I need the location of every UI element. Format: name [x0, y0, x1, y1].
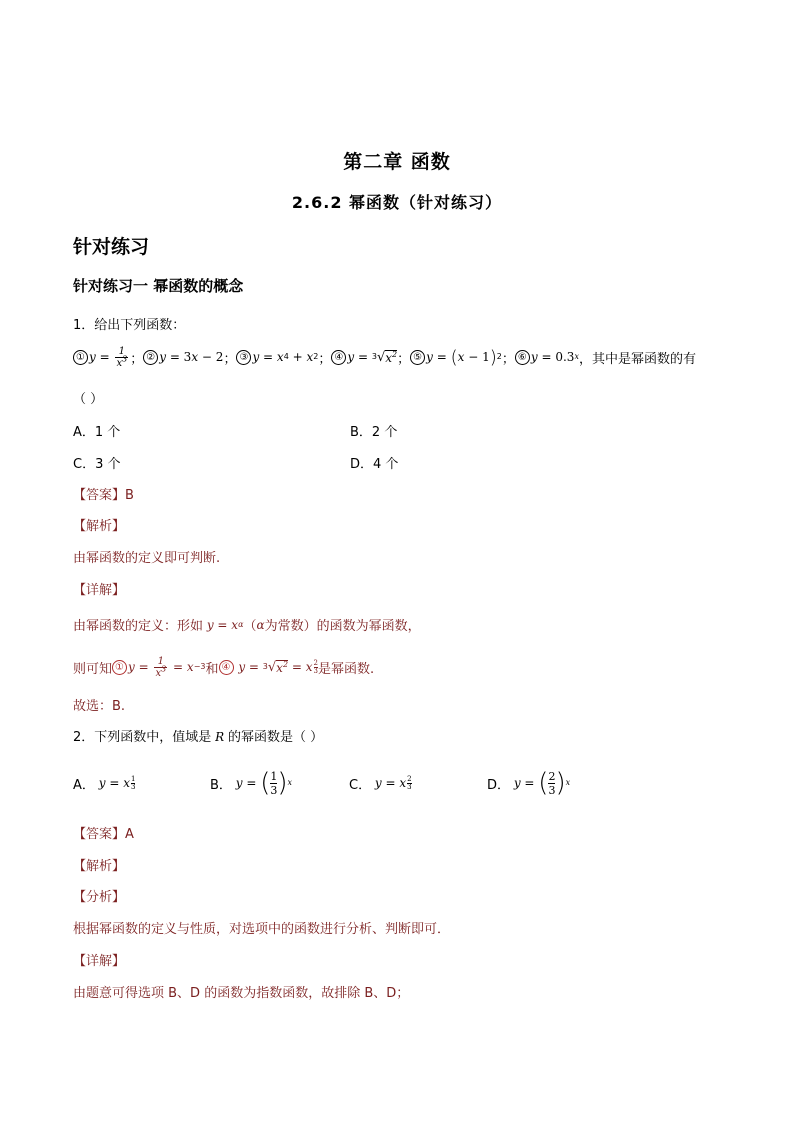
circled-4: ④: [331, 350, 346, 365]
q1-option-d: D．4 个: [350, 457, 399, 472]
q1-option-c: C．3 个: [73, 457, 121, 472]
q2-option-b: B． y = ( 1 3 ) x: [210, 768, 293, 798]
q2-detail-text: 由题意可得选项 B、D 的函数为指数函数，故排除 B、D；: [73, 986, 410, 1001]
q2-answer: 【答案】A: [73, 827, 134, 842]
circled-1-red: ①: [112, 660, 127, 675]
circled-2: ②: [143, 350, 158, 365]
q1-answer: 【答案】B: [73, 488, 134, 503]
q1-detail-label: 【详解】: [73, 583, 126, 598]
chapter-title: 第二章 函数: [343, 151, 451, 173]
q2-stem: 2．下列函数中，值域是 R 的幂函数是（ ）: [73, 730, 324, 745]
q1-stem: 1．给出下列函数：: [73, 318, 186, 333]
circled-5: ⑤: [410, 350, 425, 365]
heading-practice: 针对练习: [73, 236, 150, 258]
q1-detail-line1: 由幂函数的定义：形如 y = x α （ α 为常数）的函数为幂函数，: [73, 617, 421, 634]
q2-detail-label: 【详解】: [73, 954, 126, 969]
q2-option-a: A． y = x 1 3: [73, 774, 136, 793]
q2-option-c: C． y = x 2 3: [349, 774, 412, 793]
q2-fenxi-label: 【分析】: [73, 890, 126, 905]
q2-analysis-label: 【解析】: [73, 859, 126, 874]
q1-answer-paren: （ ）: [73, 392, 104, 407]
q1-conclusion: 故选：B.: [73, 699, 126, 714]
heading-practice-one: 针对练习一 幂函数的概念: [73, 277, 244, 295]
q1-analysis-label: 【解析】: [73, 519, 126, 534]
q2-fenxi-text: 根据幂函数的定义与性质，对选项中的函数进行分析、判断即可．: [73, 922, 451, 937]
circled-6: ⑥: [515, 350, 530, 365]
q1-function-list: ① y = $\frac{1}{x^3}$ ； ② y = 3 x − 2 ； ③ y = x 4 + x 2 ； ④ y = 3 √ $x^2$ ； ⑤ y = ( x − 1 ) 2 ； ⑥ y = 0.3 x ，其中是幂函数的有: [73, 342, 696, 372]
q1-detail-line2: 则可知 ① y = $\frac{1}{x^3}$ = x −3 和 ④ y = 3 √ $x^2$ = x 2 3 是幂函数.: [73, 655, 375, 679]
q1-option-a: A．1 个: [73, 425, 121, 440]
section-title: 2.6.2 幂函数（针对练习）: [291, 193, 503, 212]
circled-3: ③: [236, 350, 251, 365]
q1-analysis-text: 由幂函数的定义即可判断.: [73, 551, 221, 566]
circled-1: ①: [73, 350, 88, 365]
circled-4-red: ④: [219, 660, 234, 675]
q1-option-b: B．2 个: [350, 425, 398, 440]
q2-option-d: D． y = ( 2 3 ) x: [487, 768, 571, 798]
